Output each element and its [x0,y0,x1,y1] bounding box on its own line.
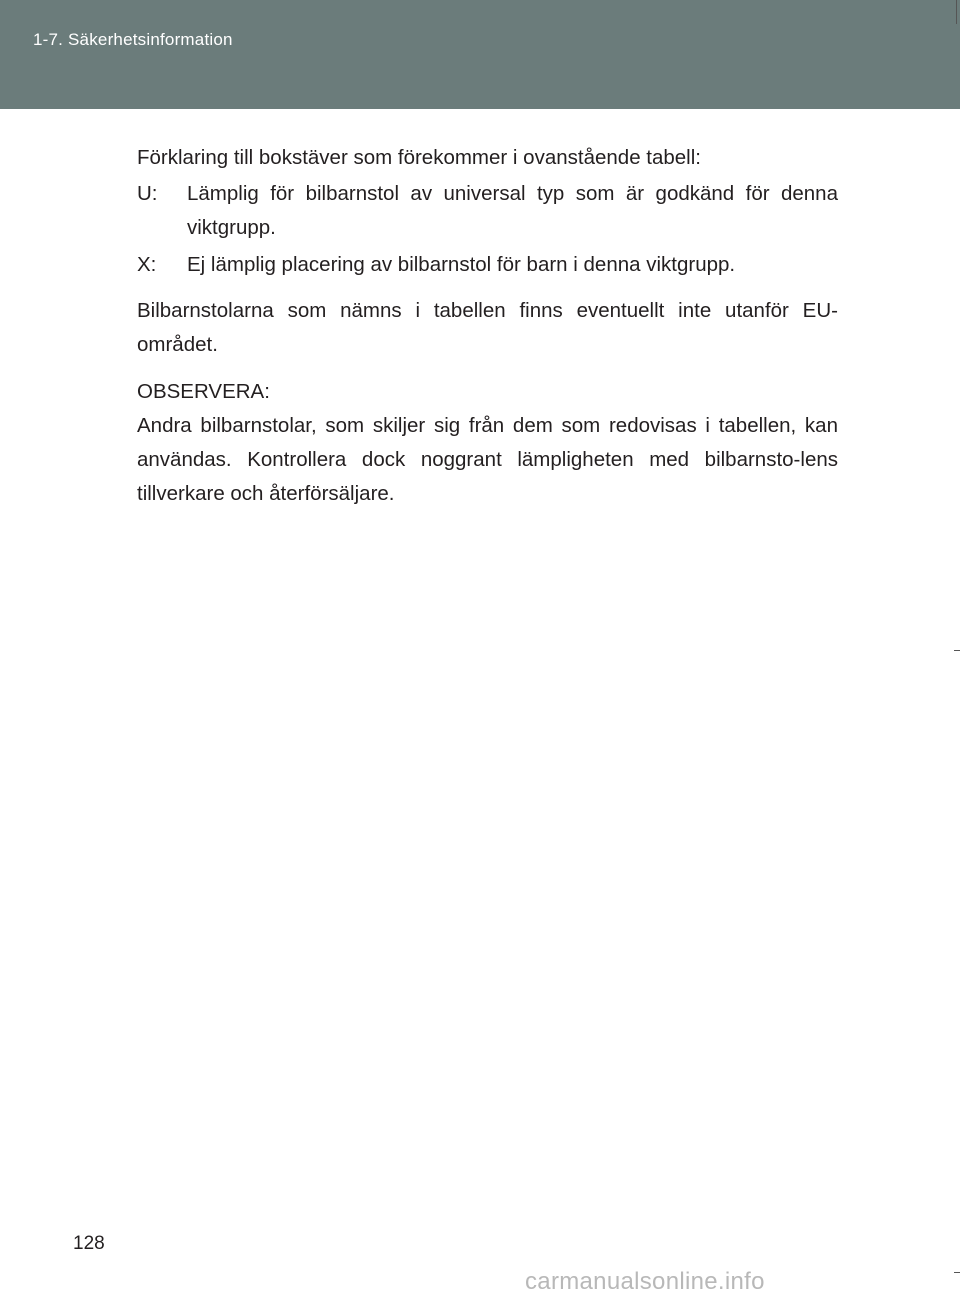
legend-text: Ej lämplig placering av bilbarnstol för barn i denna viktgrupp. [187,253,736,276]
legend-intro: Förklaring till bokstäver som förekommer i ovanstående tabell: [137,146,701,169]
watermark: carmanualsonline.info [525,1268,765,1295]
note-body: Andra bilbarnstolar, som skiljer sig från dem som redovisas i tabellen, kan användas. Kontrollera dock noggrant lämpligheten med bilbarnsto-lens tillverkare och återförsäljare. [137,414,838,505]
crop-mark-middle [954,650,960,651]
page-content [137,141,838,511]
legend-key: X: [137,253,157,276]
legend-item-x [137,248,838,282]
legend-key: U: [137,182,158,205]
legend-text: Lämplig för bilbarnstol av universal typ som är godkänd för denna viktgrupp. [187,182,838,239]
legend-item-u [137,177,838,245]
section-header [0,0,960,109]
crop-mark-bottom [954,1272,960,1273]
crop-mark-top [956,0,957,24]
page-number: 128 [73,1233,105,1254]
section-title: 1-7. Säkerhetsinformation [33,30,233,49]
note-heading: OBSERVERA: [137,380,270,403]
availability-paragraph: Bilbarnstolarna som nämns i tabellen finns eventuellt inte utanför EU-området. [137,299,838,356]
note-block [137,375,838,511]
